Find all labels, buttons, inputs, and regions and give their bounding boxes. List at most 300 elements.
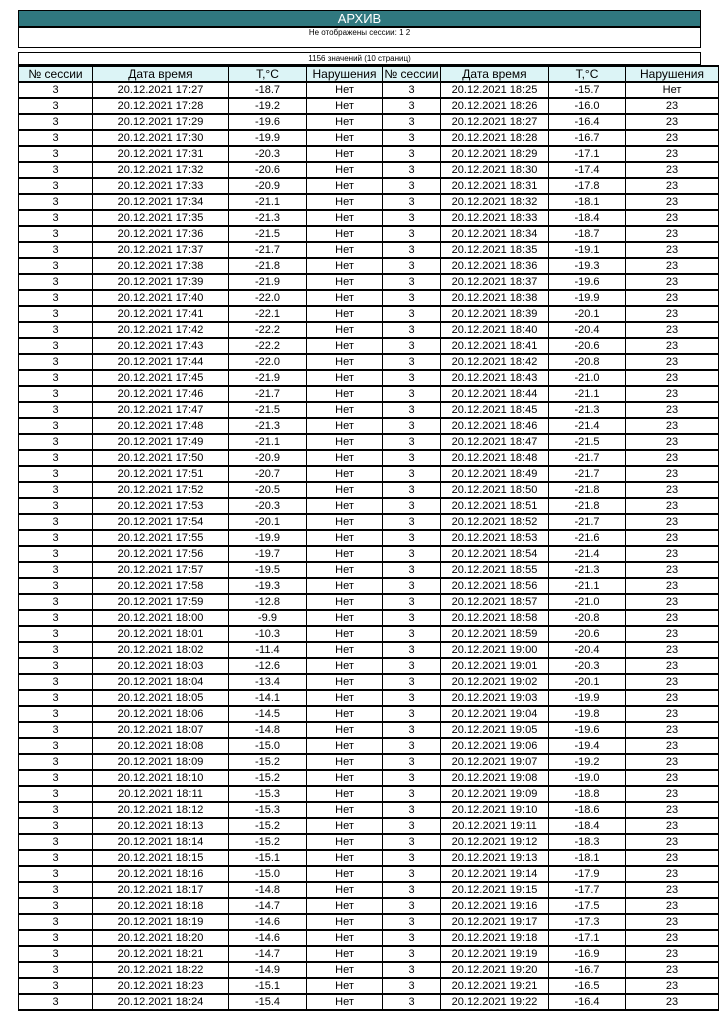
temperature-cell-left: -19.3 — [229, 578, 307, 594]
session-cell-left: 3 — [19, 850, 93, 866]
temperature-cell-left: -14.7 — [229, 946, 307, 962]
datetime-cell-left: 20.12.2021 18:24 — [93, 994, 229, 1010]
temperature-cell-right: -21.7 — [549, 466, 626, 482]
session-cell-left: 3 — [19, 818, 93, 834]
violations-cell-left: Нет — [307, 402, 383, 418]
temperature-cell-left: -14.9 — [229, 962, 307, 978]
table-row — [19, 738, 719, 754]
session-cell-left: 3 — [19, 130, 93, 146]
temperature-cell-left: -20.6 — [229, 162, 307, 178]
temperature-cell-right: -20.4 — [549, 322, 626, 338]
table-row — [19, 546, 719, 562]
table-row — [19, 194, 719, 210]
temperature-cell-right: -21.3 — [549, 402, 626, 418]
violations-cell-left: Нет — [307, 706, 383, 722]
session-cell-right: 3 — [383, 482, 441, 498]
session-cell-right: 3 — [383, 322, 441, 338]
datetime-cell-left: 20.12.2021 17:35 — [93, 210, 229, 226]
datetime-cell-right: 20.12.2021 18:47 — [441, 434, 549, 450]
session-cell-left: 3 — [19, 610, 93, 626]
datetime-cell-right: 20.12.2021 19:02 — [441, 674, 549, 690]
violations-cell-right: 23 — [626, 194, 719, 210]
datetime-cell-left: 20.12.2021 17:31 — [93, 146, 229, 162]
violations-cell-right: 23 — [626, 642, 719, 658]
violations-cell-right: 23 — [626, 930, 719, 946]
session-cell-right: 3 — [383, 802, 441, 818]
session-cell-right: 3 — [383, 530, 441, 546]
temperature-cell-right: -18.4 — [549, 818, 626, 834]
violations-cell-right: 23 — [626, 818, 719, 834]
temperature-cell-right: -17.1 — [549, 146, 626, 162]
violations-cell-right: 23 — [626, 226, 719, 242]
temperature-cell-left: -21.9 — [229, 274, 307, 290]
session-cell-left: 3 — [19, 962, 93, 978]
violations-cell-right: 23 — [626, 594, 719, 610]
session-cell-right: 3 — [383, 850, 441, 866]
session-cell-right: 3 — [383, 466, 441, 482]
temperature-cell-left: -19.5 — [229, 562, 307, 578]
temperature-cell-left: -14.5 — [229, 706, 307, 722]
temperature-cell-right: -17.3 — [549, 914, 626, 930]
violations-cell-right: 23 — [626, 242, 719, 258]
session-cell-left: 3 — [19, 898, 93, 914]
table-row — [19, 354, 719, 370]
datetime-cell-left: 20.12.2021 18:10 — [93, 770, 229, 786]
datetime-cell-right: 20.12.2021 19:07 — [441, 754, 549, 770]
datetime-cell-right: 20.12.2021 18:34 — [441, 226, 549, 242]
session-cell-right: 3 — [383, 978, 441, 994]
violations-cell-left: Нет — [307, 962, 383, 978]
table-row — [19, 834, 719, 850]
violations-cell-left: Нет — [307, 834, 383, 850]
session-cell-left: 3 — [19, 498, 93, 514]
violations-cell-right: 23 — [626, 178, 719, 194]
temperature-cell-left: -20.7 — [229, 466, 307, 482]
temperature-cell-left: -21.3 — [229, 418, 307, 434]
header-datetime-left: Дата время — [93, 66, 229, 82]
datetime-cell-left: 20.12.2021 18:07 — [93, 722, 229, 738]
temperature-cell-right: -17.9 — [549, 866, 626, 882]
session-cell-left: 3 — [19, 770, 93, 786]
temperature-cell-right: -21.0 — [549, 594, 626, 610]
datetime-cell-right: 20.12.2021 18:41 — [441, 338, 549, 354]
violations-cell-right: 23 — [626, 402, 719, 418]
datetime-cell-left: 20.12.2021 18:08 — [93, 738, 229, 754]
datetime-cell-left: 20.12.2021 18:06 — [93, 706, 229, 722]
table-row — [19, 306, 719, 322]
datetime-cell-left: 20.12.2021 18:17 — [93, 882, 229, 898]
violations-cell-right: 23 — [626, 626, 719, 642]
temperature-cell-left: -21.1 — [229, 434, 307, 450]
datetime-cell-right: 20.12.2021 19:21 — [441, 978, 549, 994]
temperature-cell-right: -16.4 — [549, 994, 626, 1010]
temperature-cell-left: -15.2 — [229, 818, 307, 834]
table-row — [19, 242, 719, 258]
temperature-cell-right: -20.1 — [549, 674, 626, 690]
violations-cell-right: 23 — [626, 130, 719, 146]
datetime-cell-right: 20.12.2021 18:33 — [441, 210, 549, 226]
violations-cell-left: Нет — [307, 674, 383, 690]
temperature-cell-left: -15.1 — [229, 850, 307, 866]
table-row — [19, 466, 719, 482]
violations-cell-right: 23 — [626, 882, 719, 898]
violations-cell-left: Нет — [307, 306, 383, 322]
temperature-cell-right: -18.1 — [549, 850, 626, 866]
datetime-cell-right: 20.12.2021 18:26 — [441, 98, 549, 114]
table-row — [19, 626, 719, 642]
temperature-cell-left: -21.8 — [229, 258, 307, 274]
violations-cell-right: 23 — [626, 770, 719, 786]
temperature-cell-left: -15.3 — [229, 802, 307, 818]
violations-cell-right: 23 — [626, 114, 719, 130]
session-cell-left: 3 — [19, 194, 93, 210]
datetime-cell-left: 20.12.2021 18:01 — [93, 626, 229, 642]
temperature-cell-right: -19.8 — [549, 706, 626, 722]
session-cell-left: 3 — [19, 914, 93, 930]
temperature-cell-left: -14.6 — [229, 914, 307, 930]
archive-table-body — [19, 82, 719, 1010]
temperature-cell-right: -21.1 — [549, 578, 626, 594]
table-row — [19, 722, 719, 738]
datetime-cell-left: 20.12.2021 17:45 — [93, 370, 229, 386]
datetime-cell-left: 20.12.2021 18:22 — [93, 962, 229, 978]
session-cell-right: 3 — [383, 786, 441, 802]
header-violations-right: Нарушения — [626, 66, 719, 82]
datetime-cell-left: 20.12.2021 17:32 — [93, 162, 229, 178]
datetime-cell-left: 20.12.2021 18:00 — [93, 610, 229, 626]
session-cell-left: 3 — [19, 834, 93, 850]
table-row — [19, 418, 719, 434]
session-cell-right: 3 — [383, 834, 441, 850]
violations-cell-left: Нет — [307, 162, 383, 178]
violations-cell-left: Нет — [307, 786, 383, 802]
session-cell-left: 3 — [19, 322, 93, 338]
session-cell-right: 3 — [383, 674, 441, 690]
session-cell-right: 3 — [383, 274, 441, 290]
datetime-cell-right: 20.12.2021 18:44 — [441, 386, 549, 402]
session-cell-right: 3 — [383, 434, 441, 450]
table-row — [19, 178, 719, 194]
datetime-cell-right: 20.12.2021 18:49 — [441, 466, 549, 482]
session-cell-right: 3 — [383, 338, 441, 354]
violations-cell-left: Нет — [307, 498, 383, 514]
datetime-cell-right: 20.12.2021 18:57 — [441, 594, 549, 610]
datetime-cell-right: 20.12.2021 18:29 — [441, 146, 549, 162]
temperature-cell-left: -21.7 — [229, 242, 307, 258]
session-cell-left: 3 — [19, 370, 93, 386]
datetime-cell-right: 20.12.2021 18:45 — [441, 402, 549, 418]
table-row — [19, 114, 719, 130]
violations-cell-right: 23 — [626, 370, 719, 386]
temperature-cell-right: -19.6 — [549, 722, 626, 738]
violations-cell-left: Нет — [307, 338, 383, 354]
table-row — [19, 482, 719, 498]
table-row — [19, 818, 719, 834]
session-cell-left: 3 — [19, 354, 93, 370]
violations-cell-right: 23 — [626, 658, 719, 674]
datetime-cell-left: 20.12.2021 17:39 — [93, 274, 229, 290]
datetime-cell-right: 20.12.2021 18:48 — [441, 450, 549, 466]
table-row — [19, 578, 719, 594]
violations-cell-right: 23 — [626, 146, 719, 162]
temperature-cell-left: -14.8 — [229, 722, 307, 738]
datetime-cell-left: 20.12.2021 17:53 — [93, 498, 229, 514]
session-cell-right: 3 — [383, 98, 441, 114]
session-cell-right: 3 — [383, 866, 441, 882]
datetime-cell-left: 20.12.2021 18:11 — [93, 786, 229, 802]
temperature-cell-left: -12.8 — [229, 594, 307, 610]
datetime-cell-left: 20.12.2021 18:18 — [93, 898, 229, 914]
session-cell-left: 3 — [19, 626, 93, 642]
session-cell-right: 3 — [383, 898, 441, 914]
violations-cell-right: 23 — [626, 274, 719, 290]
temperature-cell-right: -21.1 — [549, 386, 626, 402]
violations-cell-right: 23 — [626, 482, 719, 498]
datetime-cell-right: 20.12.2021 19:13 — [441, 850, 549, 866]
datetime-cell-left: 20.12.2021 18:02 — [93, 642, 229, 658]
violations-cell-left: Нет — [307, 850, 383, 866]
violations-cell-right: 23 — [626, 162, 719, 178]
violations-cell-left: Нет — [307, 386, 383, 402]
hidden-sessions-notice-text: Не отображены сессии: 1 2 — [308, 28, 411, 37]
datetime-cell-right: 20.12.2021 19:08 — [441, 770, 549, 786]
violations-cell-left: Нет — [307, 610, 383, 626]
session-cell-left: 3 — [19, 466, 93, 482]
temperature-cell-left: -19.9 — [229, 130, 307, 146]
session-cell-left: 3 — [19, 242, 93, 258]
datetime-cell-left: 20.12.2021 17:46 — [93, 386, 229, 402]
temperature-cell-left: -15.0 — [229, 738, 307, 754]
temperature-cell-right: -21.8 — [549, 482, 626, 498]
header-session-right: № сессии — [384, 67, 439, 81]
datetime-cell-right: 20.12.2021 18:36 — [441, 258, 549, 274]
violations-cell-right: 23 — [626, 738, 719, 754]
session-cell-left: 3 — [19, 210, 93, 226]
temperature-cell-right: -20.8 — [549, 610, 626, 626]
datetime-cell-left: 20.12.2021 18:03 — [93, 658, 229, 674]
temperature-cell-left: -15.0 — [229, 866, 307, 882]
datetime-cell-right: 20.12.2021 19:03 — [441, 690, 549, 706]
datetime-cell-right: 20.12.2021 19:17 — [441, 914, 549, 930]
temperature-cell-right: -18.6 — [549, 802, 626, 818]
datetime-cell-left: 20.12.2021 17:42 — [93, 322, 229, 338]
table-row — [19, 402, 719, 418]
violations-cell-right: 23 — [626, 98, 719, 114]
datetime-cell-left: 20.12.2021 17:34 — [93, 194, 229, 210]
datetime-cell-right: 20.12.2021 18:43 — [441, 370, 549, 386]
table-row — [19, 338, 719, 354]
temperature-cell-left: -14.1 — [229, 690, 307, 706]
temperature-cell-right: -16.4 — [549, 114, 626, 130]
session-cell-right: 3 — [383, 82, 441, 98]
session-cell-left: 3 — [19, 562, 93, 578]
session-cell-left: 3 — [19, 482, 93, 498]
session-cell-right: 3 — [383, 706, 441, 722]
datetime-cell-right: 20.12.2021 18:31 — [441, 178, 549, 194]
table-row — [19, 530, 719, 546]
datetime-cell-right: 20.12.2021 19:09 — [441, 786, 549, 802]
datetime-cell-right: 20.12.2021 19:12 — [441, 834, 549, 850]
table-row — [19, 210, 719, 226]
table-row — [19, 370, 719, 386]
table-row — [19, 162, 719, 178]
temperature-cell-right: -15.7 — [549, 82, 626, 98]
page-title: АРХИВ — [18, 10, 701, 27]
violations-cell-left: Нет — [307, 722, 383, 738]
session-cell-right: 3 — [383, 658, 441, 674]
violations-cell-left: Нет — [307, 882, 383, 898]
session-cell-right: 3 — [383, 370, 441, 386]
temperature-cell-left: -19.6 — [229, 114, 307, 130]
session-cell-left: 3 — [19, 642, 93, 658]
datetime-cell-left: 20.12.2021 17:50 — [93, 450, 229, 466]
session-cell-right: 3 — [383, 962, 441, 978]
session-cell-left: 3 — [19, 514, 93, 530]
datetime-cell-right: 20.12.2021 18:53 — [441, 530, 549, 546]
datetime-cell-right: 20.12.2021 19:22 — [441, 994, 549, 1010]
violations-cell-right: 23 — [626, 418, 719, 434]
session-cell-left: 3 — [19, 546, 93, 562]
violations-cell-right: 23 — [626, 610, 719, 626]
table-row — [19, 290, 719, 306]
violations-cell-left: Нет — [307, 290, 383, 306]
temperature-cell-left: -20.9 — [229, 178, 307, 194]
temperature-cell-right: -19.9 — [549, 290, 626, 306]
datetime-cell-right: 20.12.2021 18:32 — [441, 194, 549, 210]
datetime-cell-left: 20.12.2021 17:36 — [93, 226, 229, 242]
datetime-cell-right: 20.12.2021 18:52 — [441, 514, 549, 530]
session-cell-left: 3 — [19, 786, 93, 802]
violations-cell-right: 23 — [626, 338, 719, 354]
violations-cell-left: Нет — [307, 258, 383, 274]
session-cell-right: 3 — [383, 418, 441, 434]
archive-table — [18, 65, 719, 1011]
table-row — [19, 562, 719, 578]
datetime-cell-right: 20.12.2021 18:40 — [441, 322, 549, 338]
table-row — [19, 674, 719, 690]
violations-cell-left: Нет — [307, 130, 383, 146]
violations-cell-right: 23 — [626, 386, 719, 402]
session-cell-right: 3 — [383, 258, 441, 274]
violations-cell-right: 23 — [626, 834, 719, 850]
session-cell-left: 3 — [19, 754, 93, 770]
violations-cell-right: 23 — [626, 754, 719, 770]
session-cell-right: 3 — [383, 514, 441, 530]
temperature-cell-left: -21.3 — [229, 210, 307, 226]
violations-cell-left: Нет — [307, 226, 383, 242]
temperature-cell-right: -21.0 — [549, 370, 626, 386]
temperature-cell-right: -19.1 — [549, 242, 626, 258]
temperature-cell-left: -13.4 — [229, 674, 307, 690]
session-cell-right: 3 — [383, 722, 441, 738]
datetime-cell-left: 20.12.2021 17:52 — [93, 482, 229, 498]
temperature-cell-left: -12.6 — [229, 658, 307, 674]
temperature-cell-left: -22.0 — [229, 354, 307, 370]
datetime-cell-left: 20.12.2021 18:23 — [93, 978, 229, 994]
violations-cell-right: 23 — [626, 850, 719, 866]
session-cell-left: 3 — [19, 722, 93, 738]
datetime-cell-left: 20.12.2021 18:04 — [93, 674, 229, 690]
temperature-cell-left: -22.2 — [229, 322, 307, 338]
datetime-cell-left: 20.12.2021 18:16 — [93, 866, 229, 882]
table-row — [19, 98, 719, 114]
violations-cell-right: 23 — [626, 802, 719, 818]
datetime-cell-left: 20.12.2021 18:05 — [93, 690, 229, 706]
session-cell-right: 3 — [383, 882, 441, 898]
violations-cell-left: Нет — [307, 770, 383, 786]
temperature-cell-right: -16.5 — [549, 978, 626, 994]
session-cell-left: 3 — [19, 978, 93, 994]
violations-cell-left: Нет — [307, 994, 383, 1010]
session-cell-right: 3 — [383, 386, 441, 402]
datetime-cell-right: 20.12.2021 19:05 — [441, 722, 549, 738]
temperature-cell-right: -21.7 — [549, 514, 626, 530]
datetime-cell-left: 20.12.2021 17:43 — [93, 338, 229, 354]
violations-cell-right: 23 — [626, 674, 719, 690]
datetime-cell-right: 20.12.2021 19:04 — [441, 706, 549, 722]
violations-cell-right: 23 — [626, 322, 719, 338]
table-row — [19, 594, 719, 610]
session-cell-right: 3 — [383, 194, 441, 210]
session-cell-right: 3 — [383, 402, 441, 418]
datetime-cell-left: 20.12.2021 17:44 — [93, 354, 229, 370]
session-cell-left: 3 — [19, 226, 93, 242]
session-cell-right: 3 — [383, 930, 441, 946]
header-datetime-right: Дата время — [441, 66, 549, 82]
session-cell-left: 3 — [19, 738, 93, 754]
session-cell-left: 3 — [19, 594, 93, 610]
temperature-cell-right: -20.4 — [549, 642, 626, 658]
violations-cell-left: Нет — [307, 562, 383, 578]
datetime-cell-left: 20.12.2021 17:47 — [93, 402, 229, 418]
session-cell-right: 3 — [383, 130, 441, 146]
session-cell-right: 3 — [383, 610, 441, 626]
session-cell-left: 3 — [19, 946, 93, 962]
datetime-cell-right: 20.12.2021 19:14 — [441, 866, 549, 882]
table-row — [19, 754, 719, 770]
session-cell-right: 3 — [383, 178, 441, 194]
header-temperature-left: T,°C — [229, 66, 307, 82]
temperature-cell-right: -17.1 — [549, 930, 626, 946]
violations-cell-left: Нет — [307, 242, 383, 258]
temperature-cell-right: -20.6 — [549, 626, 626, 642]
session-cell-right: 3 — [383, 226, 441, 242]
table-row — [19, 930, 719, 946]
table-row — [19, 914, 719, 930]
session-cell-right: 3 — [383, 690, 441, 706]
session-cell-left: 3 — [19, 178, 93, 194]
violations-cell-left: Нет — [307, 514, 383, 530]
temperature-cell-right: -17.5 — [549, 898, 626, 914]
datetime-cell-left: 20.12.2021 18:12 — [93, 802, 229, 818]
temperature-cell-left: -15.1 — [229, 978, 307, 994]
violations-cell-right: 23 — [626, 578, 719, 594]
temperature-cell-left: -21.9 — [229, 370, 307, 386]
violations-cell-right: 23 — [626, 562, 719, 578]
datetime-cell-left: 20.12.2021 17:28 — [93, 98, 229, 114]
table-row — [19, 226, 719, 242]
temperature-cell-right: -19.6 — [549, 274, 626, 290]
session-cell-left: 3 — [19, 114, 93, 130]
session-cell-right: 3 — [383, 626, 441, 642]
violations-cell-left: Нет — [307, 754, 383, 770]
temperature-cell-right: -20.8 — [549, 354, 626, 370]
table-row — [19, 498, 719, 514]
violations-cell-left: Нет — [307, 978, 383, 994]
session-cell-left: 3 — [19, 82, 93, 98]
temperature-cell-left: -20.5 — [229, 482, 307, 498]
violations-cell-right: 23 — [626, 498, 719, 514]
